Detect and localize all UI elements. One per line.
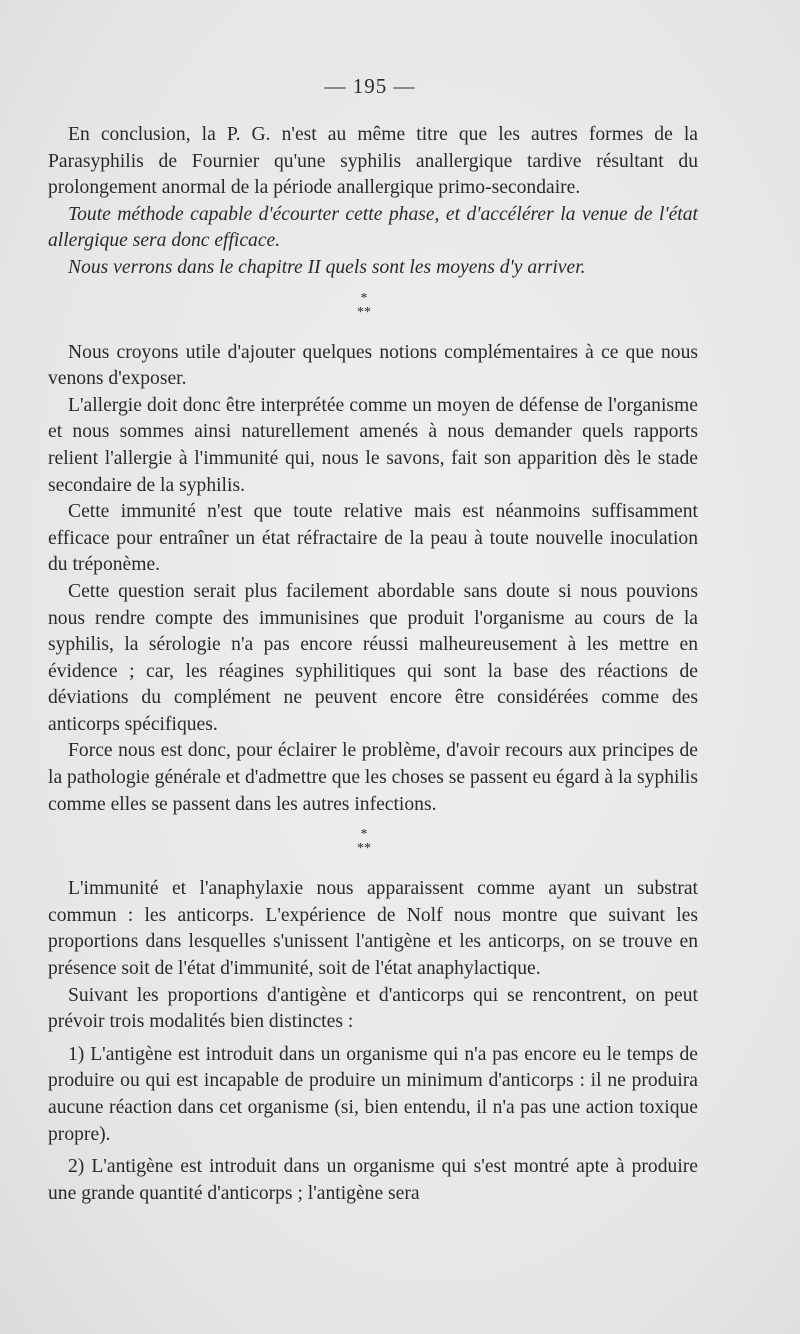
asterism-separator-2	[48, 818, 698, 876]
paragraph-notions: Nous croyons utile d'ajouter quelques notions complémentaires à ce que nous venons d'exposer.	[48, 341, 698, 390]
list-item-1: 1) L'antigène est introduit dans un organisme qui n'a pas encore eu le temps de produire ou qui est incapable de produire un minimum d'anticorps : il ne produira aucune réaction dans cet organisme (si, bien entendu, il n'a pas une action toxique propre).	[48, 1043, 698, 1145]
paragraph-allergie: L'allergie doit donc être interprétée comme un moyen de défense de l'organisme et nous sommes ainsi naturellement amenés à nous demander quels rapports relient l'allergie à l'immunité qui, nous le savons, fait son apparition dès le stade secondaire de la syphilis.	[48, 394, 698, 496]
paragraph-methode: Toute méthode capable d'écourter cette phase, et d'accélérer la venue de l'état allergique sera donc efficace.	[48, 203, 698, 252]
paragraph-proportions: Suivant les proportions d'antigène et d'anticorps qui se rencontrent, on peut prévoir trois modalités bien distinctes :	[48, 984, 698, 1033]
paragraph-chapitre: Nous verrons dans le chapitre II quels sont les moyens d'y arriver.	[68, 256, 586, 278]
paragraph-force: Force nous est donc, pour éclairer le problème, d'avoir recours aux principes de la pathologie générale et d'admettre que les choses se passent eu égard à la syphilis comme elles se passent dans les autres infections.	[48, 740, 698, 815]
paragraph-anaphylaxie: L'immunité et l'anaphylaxie nous apparaissent comme ayant un substrat commun : les anticorps. L'expérience de Nolf nous montre que suivant les proportions dans lesquelles s'unissent l'antigène et les anticorps, on se trouve en présence soit de l'état d'immunité, soit de l'état anaphylactique.	[48, 878, 698, 980]
asterism-separator	[48, 282, 698, 340]
asterism-icon: * **	[357, 290, 371, 320]
body-text	[48, 122, 698, 1207]
paragraph-conclusion: En conclusion, la P. G. n'est au même titre que les autres formes de la Parasyphilis de Fournier qu'une syphilis anallergique tardive résultant du prolongement anormal de la période anallergique primo-secondaire.	[48, 124, 698, 199]
paragraph-question: Cette question serait plus facilement abordable sans doute si nous pouvions nous rendre compte des immunisines que produit l'organisme au cours de la syphilis, la sérologie n'a pas encore réussi malheureusement à les mettre en évidence ; car, les réagines syphilitiques qui sont la base des réactions de déviations du complément ne peuvent encore être considérées comme des anticorps spécifiques.	[48, 580, 698, 735]
list-item-2: 2) L'antigène est introduit dans un organisme qui s'est montré apte à produire une grande quantité d'anticorps ; l'antigène sera	[48, 1156, 698, 1204]
paragraph-immunite: Cette immunité n'est que toute relative mais est néanmoins suffisamment efficace pour entraîner un état réfractaire de la peau à toute nouvelle inoculation du tréponème.	[48, 501, 698, 576]
asterism-icon-2: * **	[357, 827, 371, 857]
page-number: — 195 —	[324, 74, 416, 98]
